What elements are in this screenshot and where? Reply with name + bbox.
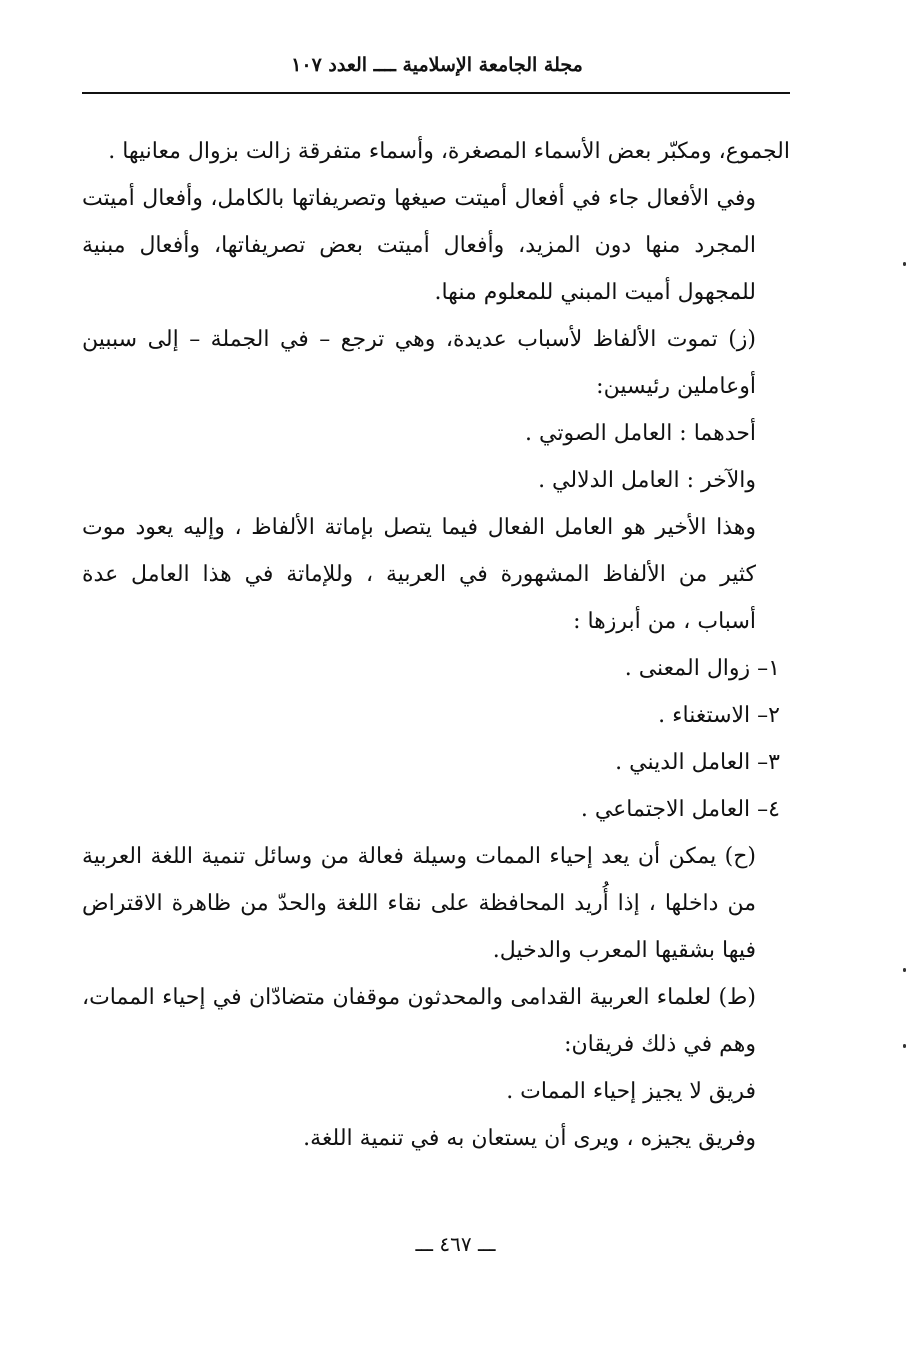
scan-speck <box>903 968 906 972</box>
scan-speck <box>903 262 906 266</box>
list-item: ٣– العامل الديني . <box>615 750 780 775</box>
paragraph-semantic-factor: وهذا الأخير هو العامل الفعال فيما يتصل بإماتة الألفاظ ، وإليه يعود موت كثير من الألفاظ المشهورة في العربية ، وللإماتة في هذا العامل عدة أسباب ، من أبرزها : <box>82 515 756 634</box>
running-header: مجلة الجامعة الإسلامية ــــ العدد ١٠٧ <box>291 54 583 76</box>
list-item: ٤– العامل الاجتماعي . <box>580 797 780 822</box>
list-item: ٢– الاستغناء . <box>658 703 780 728</box>
paragraph-h: (ح) يمكن أن يعد إحياء الممات وسيلة فعالة من وسائل تنمية اللغة العربية من داخلها ، إذا أُريد المحافظة على نقاء اللغة والحدّ من ظاهرة الاقتراض فيها بشقيها المعرب والدخيل. <box>82 844 756 963</box>
scan-speck <box>903 1044 906 1048</box>
factor-second: والآخر : العامل الدلالي . <box>538 468 756 493</box>
paragraph-t: (ط) لعلماء العربية القدامى والمحدثون موقفان متضادّان في إحياء الممات، وهم في ذلك فريقان: <box>82 985 756 1057</box>
group-second: وفريق يجيزه ، ويرى أن يستعان به في تنمية اللغة. <box>303 1126 756 1151</box>
page-number: ـــ ٤٦٧ ـــ <box>415 1232 496 1256</box>
group-first: فريق لا يجيز إحياء الممات . <box>506 1079 756 1104</box>
list-item: ١– زوال المعنى . <box>624 656 780 681</box>
paragraph-continuation: الجموع، ومكبّر بعض الأسماء المصغرة، وأسماء متفرقة زالت بزوال معانيها . <box>108 139 790 164</box>
paragraph-z: (ز) تموت الألفاظ لأسباب عديدة، وهي ترجع – في الجملة – إلى سببين أوعاملين رئيسين: <box>82 327 756 399</box>
body-text <box>82 128 790 1162</box>
paragraph-verbs: وفي الأفعال جاء في أفعال أميتت صيغها وتصريفاتها بالكامل، وأفعال أميتت المجرد منها دون المزيد، وأفعال أميتت بعض تصريفاتها، وأفعال مبنية للمجهول أميت المبني للمعلوم منها. <box>82 186 756 305</box>
factor-first: أحدهما : العامل الصوتي . <box>525 421 756 446</box>
header-rule <box>82 92 790 94</box>
